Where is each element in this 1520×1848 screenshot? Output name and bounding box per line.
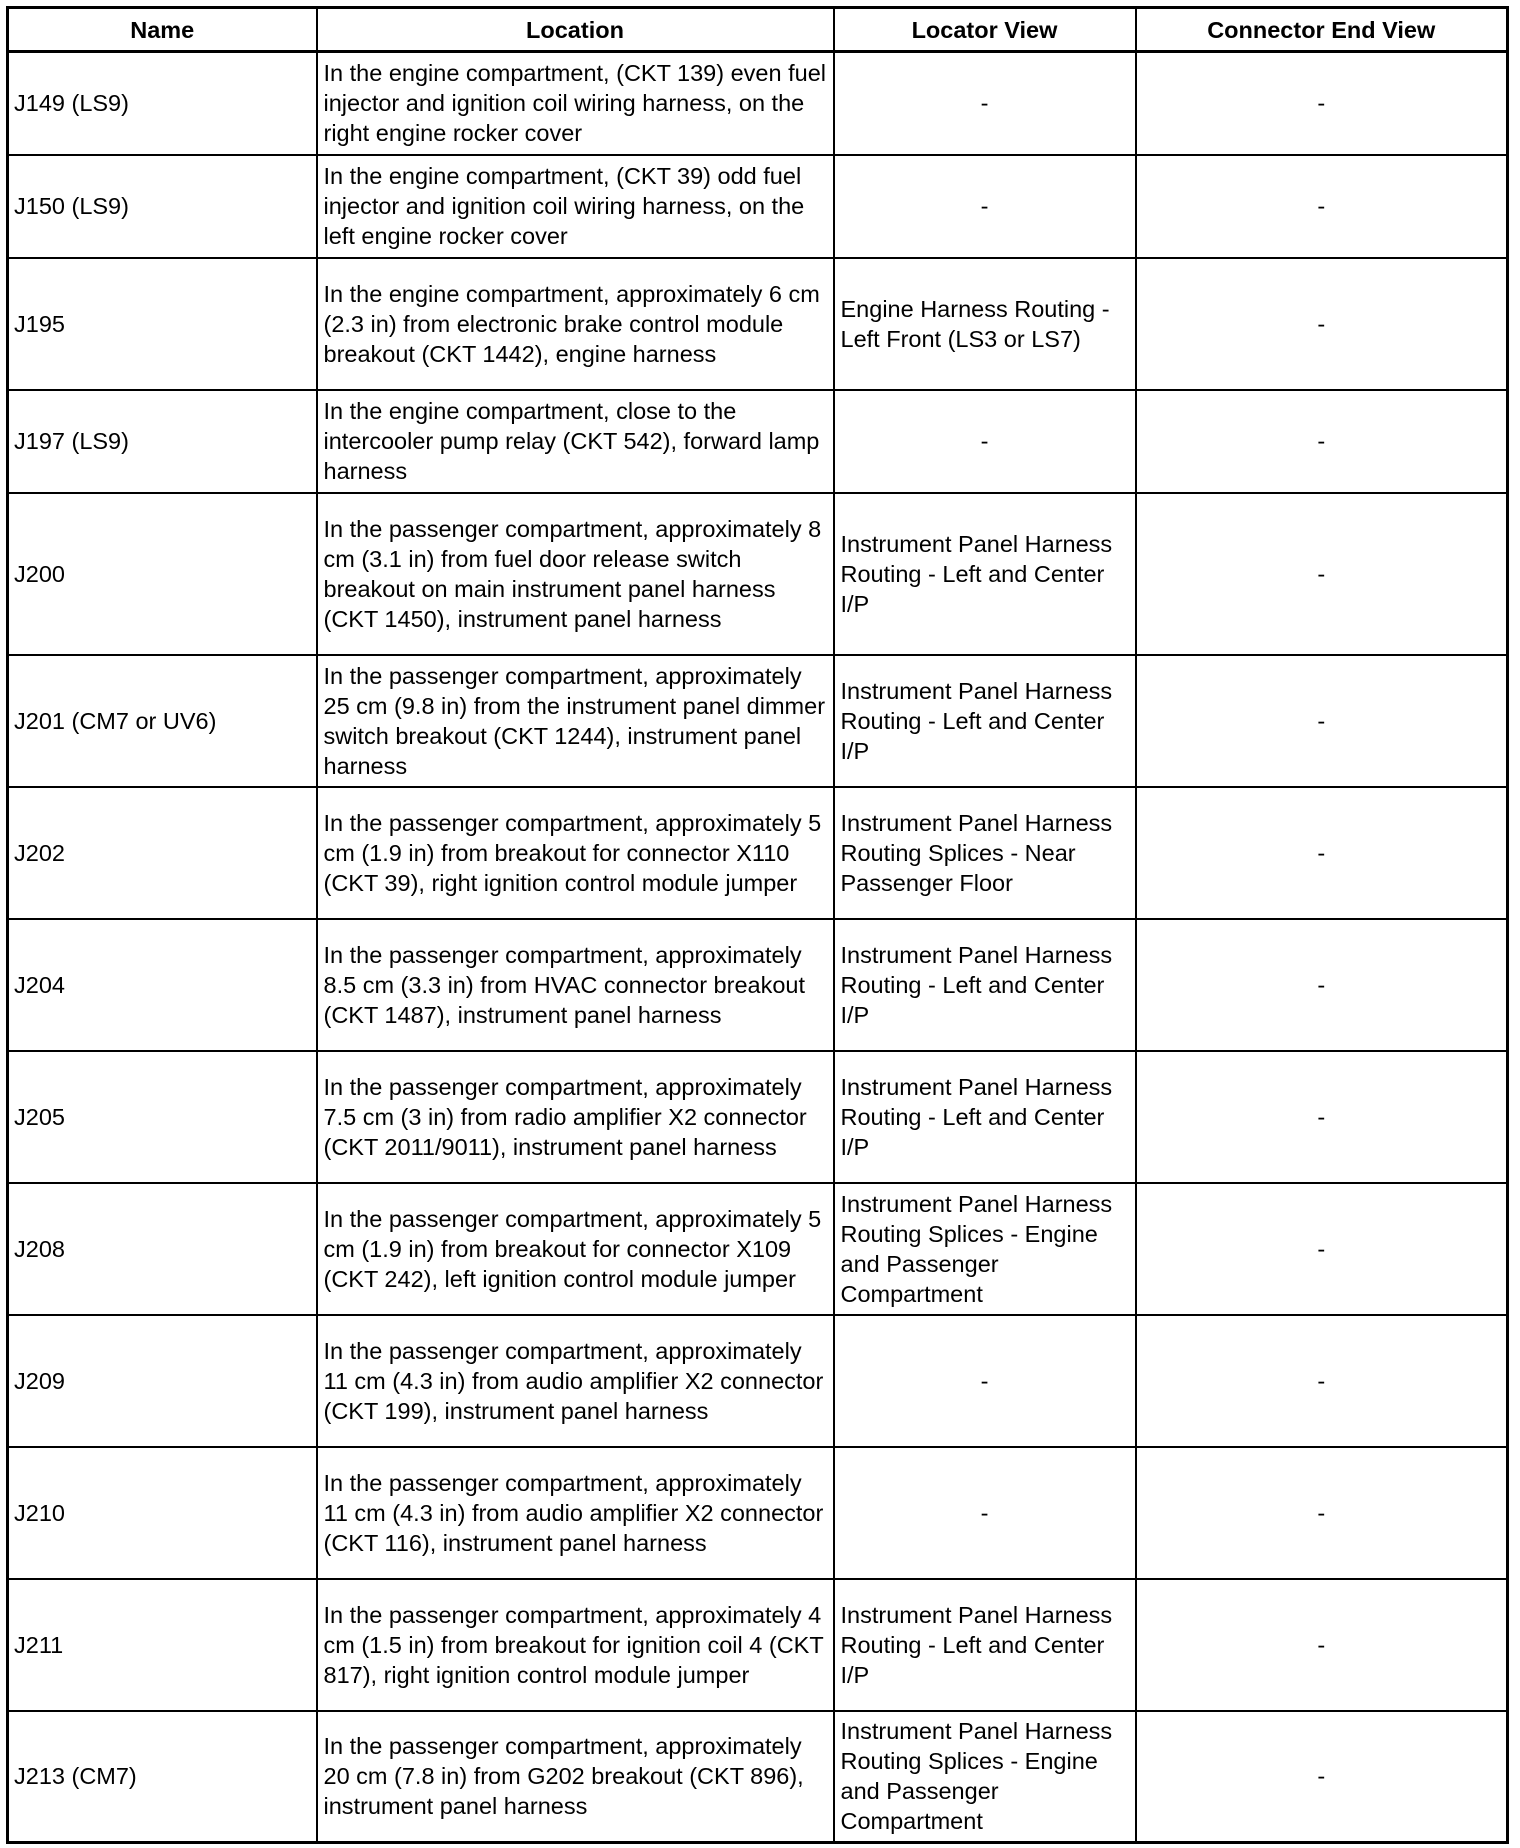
table-row: [8, 1447, 1508, 1579]
cell-name: J204: [8, 919, 317, 1051]
cell-name: J213 (CM7): [8, 1711, 317, 1843]
table-row: [8, 258, 1508, 390]
cell-locator-view: -: [834, 1447, 1136, 1579]
cell-connector-end-view: -: [1136, 493, 1508, 655]
cell-name: J200: [8, 493, 317, 655]
table-row: [8, 919, 1508, 1051]
cell-connector-end-view: -: [1136, 52, 1508, 155]
cell-location: In the passenger compartment, approximately 4 cm (1.5 in) from breakout for ignition coil 4 (CKT 817), right ignition control module jumper: [317, 1579, 834, 1711]
cell-locator-view: Engine Harness Routing - Left Front (LS3 or LS7): [834, 258, 1136, 390]
cell-location: In the passenger compartment, approximately 8 cm (3.1 in) from fuel door release switch breakout on main instrument panel harness (CKT 1450), instrument panel harness: [317, 493, 834, 655]
cell-name: J205: [8, 1051, 317, 1183]
cell-name: J209: [8, 1315, 317, 1447]
cell-connector-end-view: -: [1136, 1579, 1508, 1711]
cell-locator-view: -: [834, 155, 1136, 258]
table-row: [8, 1183, 1508, 1315]
cell-name: J208: [8, 1183, 317, 1315]
cell-location: In the passenger compartment, approximately 25 cm (9.8 in) from the instrument panel dimmer switch breakout (CKT 1244), instrument panel harness: [317, 655, 834, 787]
cell-locator-view: Instrument Panel Harness Routing Splices - Engine and Passenger Compartment: [834, 1183, 1136, 1315]
cell-locator-view: -: [834, 1315, 1136, 1447]
cell-connector-end-view: -: [1136, 1447, 1508, 1579]
splice-location-table: [6, 6, 1509, 1844]
table-row: [8, 493, 1508, 655]
cell-location: In the engine compartment, close to the intercooler pump relay (CKT 542), forward lamp harness: [317, 390, 834, 493]
cell-locator-view: Instrument Panel Harness Routing - Left and Center I/P: [834, 1051, 1136, 1183]
cell-name: J211: [8, 1579, 317, 1711]
cell-connector-end-view: -: [1136, 258, 1508, 390]
table-row: [8, 1579, 1508, 1711]
table-row: [8, 390, 1508, 493]
cell-name: J202: [8, 787, 317, 919]
cell-locator-view: Instrument Panel Harness Routing - Left and Center I/P: [834, 655, 1136, 787]
cell-locator-view: Instrument Panel Harness Routing Splices - Engine and Passenger Compartment: [834, 1711, 1136, 1843]
header-row: [8, 8, 1508, 52]
cell-name: J210: [8, 1447, 317, 1579]
cell-connector-end-view: -: [1136, 787, 1508, 919]
table-row: [8, 655, 1508, 787]
cell-location: In the passenger compartment, approximately 8.5 cm (3.3 in) from HVAC connector breakout (CKT 1487), instrument panel harness: [317, 919, 834, 1051]
cell-location: In the passenger compartment, approximately 7.5 cm (3 in) from radio amplifier X2 connector (CKT 2011/9011), instrument panel harness: [317, 1051, 834, 1183]
cell-location: In the passenger compartment, approximately 11 cm (4.3 in) from audio amplifier X2 connector (CKT 199), instrument panel harness: [317, 1315, 834, 1447]
table-row: [8, 1315, 1508, 1447]
cell-connector-end-view: -: [1136, 1183, 1508, 1315]
cell-connector-end-view: -: [1136, 1051, 1508, 1183]
cell-location: In the engine compartment, (CKT 39) odd fuel injector and ignition coil wiring harness, on the left engine rocker cover: [317, 155, 834, 258]
cell-location: In the passenger compartment, approximately 11 cm (4.3 in) from audio amplifier X2 connector (CKT 116), instrument panel harness: [317, 1447, 834, 1579]
table-row: [8, 787, 1508, 919]
cell-name: J195: [8, 258, 317, 390]
cell-connector-end-view: -: [1136, 1711, 1508, 1843]
cell-location: In the passenger compartment, approximately 5 cm (1.9 in) from breakout for connector X109 (CKT 242), left ignition control module jumper: [317, 1183, 834, 1315]
cell-name: J197 (LS9): [8, 390, 317, 493]
cell-locator-view: Instrument Panel Harness Routing Splices - Near Passenger Floor: [834, 787, 1136, 919]
cell-location: In the passenger compartment, approximately 20 cm (7.8 in) from G202 breakout (CKT 896), instrument panel harness: [317, 1711, 834, 1843]
cell-name: J149 (LS9): [8, 52, 317, 155]
cell-connector-end-view: -: [1136, 655, 1508, 787]
cell-name: J201 (CM7 or UV6): [8, 655, 317, 787]
table-row: [8, 1711, 1508, 1843]
splice-table-sheet: [6, 6, 1436, 1844]
table-row: [8, 52, 1508, 155]
cell-name: J150 (LS9): [8, 155, 317, 258]
cell-locator-view: -: [834, 390, 1136, 493]
header-location: Location: [317, 8, 834, 52]
table-row: [8, 1051, 1508, 1183]
cell-connector-end-view: -: [1136, 155, 1508, 258]
cell-location: In the engine compartment, (CKT 139) even fuel injector and ignition coil wiring harness, on the right engine rocker cover: [317, 52, 834, 155]
header-locator-view: Locator View: [834, 8, 1136, 52]
header-connector-end-view: Connector End View: [1136, 8, 1508, 52]
cell-connector-end-view: -: [1136, 1315, 1508, 1447]
cell-location: In the engine compartment, approximately 6 cm (2.3 in) from electronic brake control module breakout (CKT 1442), engine harness: [317, 258, 834, 390]
cell-locator-view: Instrument Panel Harness Routing - Left and Center I/P: [834, 493, 1136, 655]
cell-connector-end-view: -: [1136, 919, 1508, 1051]
cell-locator-view: Instrument Panel Harness Routing - Left and Center I/P: [834, 1579, 1136, 1711]
cell-location: In the passenger compartment, approximately 5 cm (1.9 in) from breakout for connector X110 (CKT 39), right ignition control module jumper: [317, 787, 834, 919]
cell-locator-view: -: [834, 52, 1136, 155]
cell-locator-view: Instrument Panel Harness Routing - Left and Center I/P: [834, 919, 1136, 1051]
header-name: Name: [8, 8, 317, 52]
cell-connector-end-view: -: [1136, 390, 1508, 493]
table-row: [8, 155, 1508, 258]
